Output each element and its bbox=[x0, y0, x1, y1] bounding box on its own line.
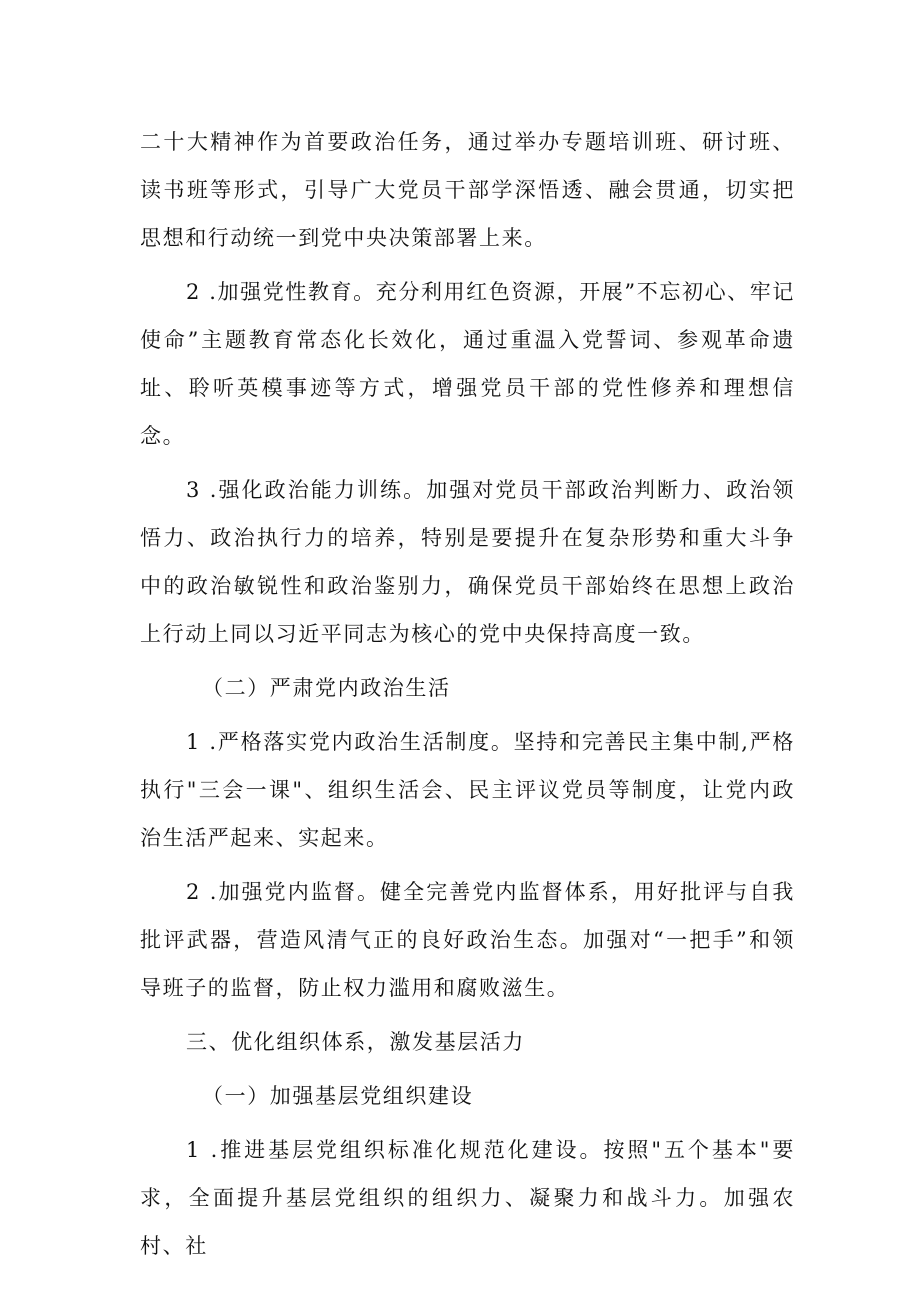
paragraph-political-ability-training: 3 .强化政治能力训练。加强对党员干部政治判断力、政治领悟力、政治执行力的培养，特别是要提升在复杂形势和重大斗争中的政治敏锐性和政治鉴别力，确保党员干部始终在思想上政治上行动上同以习近平同志为核心的党中央保持高度一致。 bbox=[140, 478, 795, 646]
paragraph-standardization: 1 .推进基层党组织标准化规范化建设。按照"五个基本"要求，全面提升基层党组织的组织力、凝聚力和战斗力。加强农村、社 bbox=[140, 1138, 795, 1258]
paragraph-party-spirit-education: 2 .加强党性教育。充分利用红色资源，开展”不忘初心、牢记使命”主题教育常态化长效化，通过重温入党誓词、参观革命遗址、聆听英模事迹等方式，增强党员干部的党性修养和理想信念。 bbox=[140, 280, 795, 448]
paragraph-political-life-system: 1 .严格落实党内政治生活制度。坚持和完善民主集中制,严格执行"三会一课"、组织生活会、民主评议党员等制度，让党内政治生活严起来、实起来。 bbox=[140, 730, 795, 850]
paragraph-party-supervision: 2 .加强党内监督。健全完善党内监督体系，用好批评与自我批评武器，营造风清气正的良好政治生态。加强对“一把手”和领导班子的监督，防止权力滥用和腐败滋生。 bbox=[140, 880, 795, 1000]
document-body bbox=[140, 118, 795, 1276]
chapter-heading-organization-system: 三、优化组织体系，激发基层活力 bbox=[186, 1030, 525, 1054]
paragraph-continuation: 二十大精神作为首要政治任务，通过举办专题培训班、研讨班、读书班等形式，引导广大党员干部学深悟透、融会贯通，切实把思想和行动统一到党中央决策部署上来。 bbox=[140, 130, 795, 250]
section-heading-grassroots-building: （一）加强基层党组织建设 bbox=[202, 1084, 474, 1108]
section-heading-political-life: （二）严肃党内政治生活 bbox=[202, 676, 451, 700]
